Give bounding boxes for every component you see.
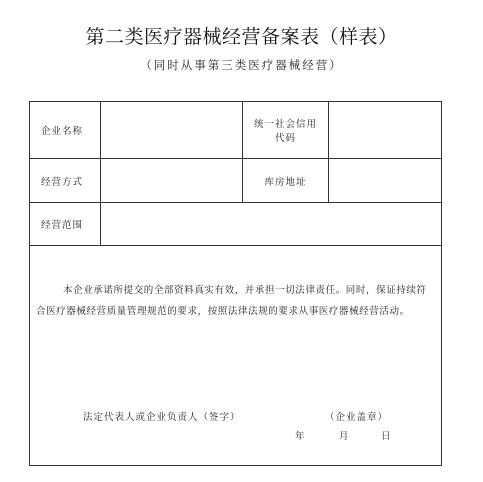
row-divider [30, 245, 441, 246]
warehouse-address-label: 库房地址 [264, 176, 307, 188]
company-name-field[interactable] [101, 102, 242, 158]
day-label: 日 [381, 431, 392, 442]
credit-code-label-line2: 代码 [274, 133, 296, 144]
year-label: 年 [295, 431, 306, 442]
business-scope-label: 经营范围 [41, 220, 84, 231]
credit-code-label [243, 110, 328, 150]
business-scope-field[interactable] [101, 203, 441, 245]
warehouse-address-field[interactable] [329, 159, 441, 202]
month-label: 月 [339, 431, 350, 442]
seal-label: （企业盖章） [325, 412, 389, 423]
filing-form [29, 101, 442, 466]
credit-code-label-line1: 统一社会信用 [253, 119, 317, 130]
commitment-statement: 本企业承诺所提交的全部资料真实有效，并承担一切法律责任。同时，保证持续符合医疗器械经营质量管理规范的要求，按照法律法规的要求从事医疗器械经营活动。 [36, 285, 427, 317]
business-mode-field[interactable] [101, 159, 242, 202]
business-mode-label: 经营方式 [41, 176, 84, 188]
form-title: 第二类医疗器械经营备案表（样表） [85, 26, 398, 48]
form-subtitle: （同时从事第三类医疗器械经营） [140, 58, 343, 72]
signature-label: 法定代表人或企业负责人（签字） [83, 412, 241, 423]
company-name-label: 企业名称 [41, 126, 84, 137]
credit-code-field[interactable] [329, 102, 441, 158]
